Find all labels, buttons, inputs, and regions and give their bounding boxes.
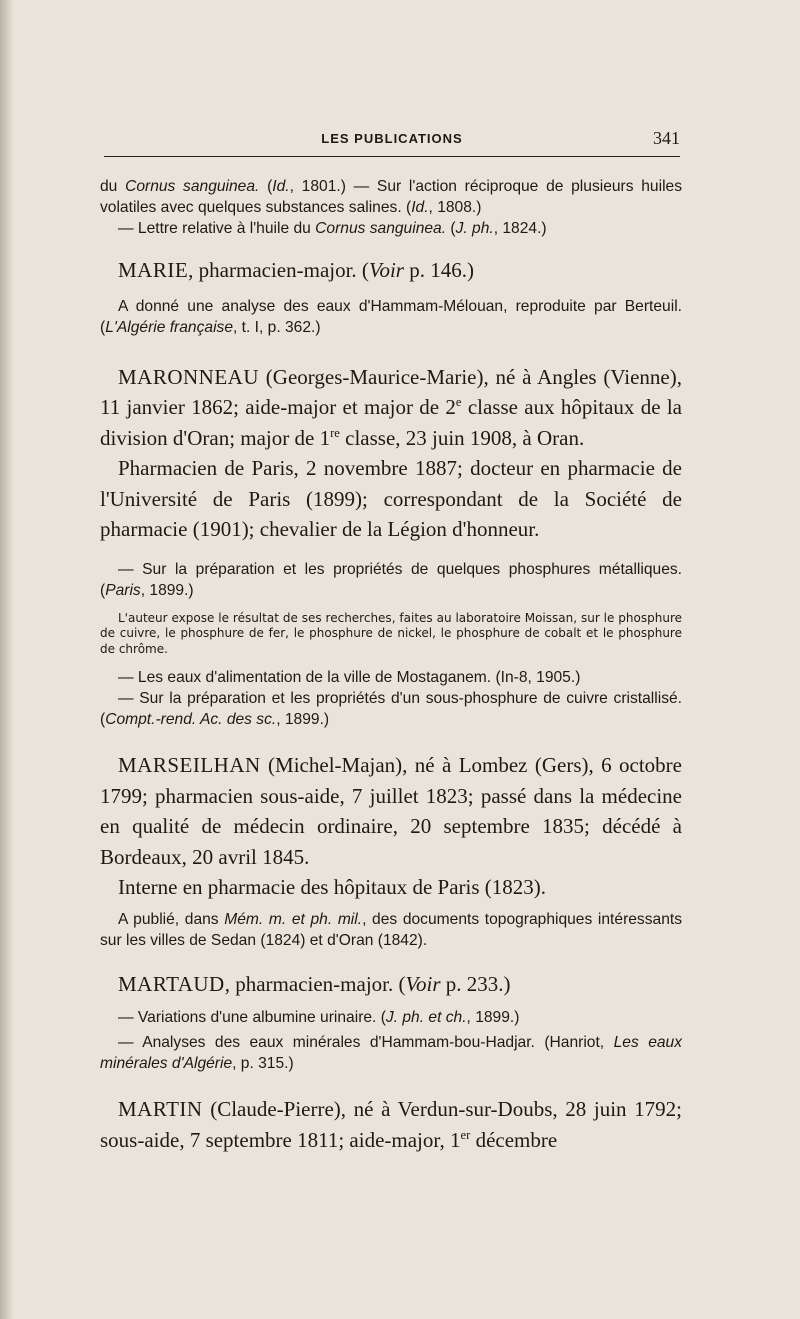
running-head: LES PUBLICATIONS [321,131,463,146]
marie-entry-heading: MARIE, pharmacien-major. (Voir p. 146.) [118,258,474,282]
maronneau-career: Pharmacien de Paris, 2 novembre 1887; docteur en pharmacie de l'Université de Paris (1899); correspondant de la Société de pharmacie (1901); chevalier de la Légion d'honneur. [100,456,682,541]
maronneau-publication-2: — Les eaux d'alimentation de la ville de Mostaganem. (In-8, 1905.) [118,669,581,686]
marseilhan-publication: A publié, dans Mém. m. et ph. mil., des documents topographiques intéressants sur les villes de Sedan (1824) et d'Oran (1842). [100,910,682,949]
martin-entry-bio: MARTIN (Claude-Pierre), né à Verdun-sur-Doubs, 28 juin 1792; sous-aide, 7 septembre 1811; aide-major, 1er décembre [100,1097,682,1152]
entry-name: MARTIN [118,1097,203,1121]
marseilhan-career: Interne en pharmacie des hôpitaux de Paris (1823). [118,875,547,899]
cornus-entry-continuation: du Cornus sanguinea. (Id., 1801.) — Sur l'action réciproque de plusieurs huiles volatiles avec quelques substances salines. (Id., 1808.) [100,178,683,216]
martaud-publication-2: — Analyses des eaux minérales d'Hammam-bou-Hadjar. (Hanriot, Les eaux minérales d'Algérie, p. 315.) [100,1034,683,1072]
entry-name: MARSEILHAN [118,753,261,777]
maronneau-note: L'auteur expose le résultat de ses recherches, faites au laboratoire Moissan, sur le phosphure de cuivre, le phosphure de fer, le phosphure de nickel, le phosphure de cobalt et le phosphure de chrôme. [100,610,682,656]
marseilhan-entry-bio: MARSEILHAN (Michel-Majan), né à Lombez (Gers), 6 octobre 1799; pharmacien sous-aide, 7 juillet 1823; passé dans la médecine en qualité de médecin ordinaire, 20 septembre 1835; décédé à Bordeaux, 20 avril 1845. [100,753,682,869]
martaud-entry-heading: MARTAUD, pharmacien-major. (Voir p. 233.) [118,971,511,996]
entry-name: MARONNEAU [118,364,259,389]
maronneau-publication-1: — Sur la préparation et les propriétés de quelques phosphures métalliques. (Paris, 1899.) [100,560,682,599]
cornus-letter-publication: — Lettre relative à l'huile du Cornus sanguinea. (J. ph., 1824.) [118,220,547,237]
entry-name: MARIE [118,258,189,282]
page-edge-shadow [0,0,14,1319]
martaud-publication-1: — Variations d'une albumine urinaire. (J. ph. et ch., 1899.) [118,1009,520,1026]
page-number: 341 [653,128,680,148]
page-header [104,128,680,153]
marie-publication: A donné une analyse des eaux d'Hammam-Mélouan, reproduite par Berteuil. (L'Algérie française, t. I, p. 362.) [100,297,682,336]
page-body [100,174,682,1155]
header-rule [104,156,680,157]
maronneau-publication-3: — Sur la préparation et les propriétés d'un sous-phosphure de cuivre cristallisé. (Compt.-rend. Ac. des sc., 1899.) [100,690,682,728]
maronneau-entry-bio: MARONNEAU (Georges-Maurice-Marie), né à Angles (Vienne), 11 janvier 1862; aide-major et major de 2e classe aux hôpitaux de la division d'Oran; major de 1re classe, 23 juin 1908, à Oran. [100,364,682,450]
entry-name: MARTAUD [118,971,225,996]
